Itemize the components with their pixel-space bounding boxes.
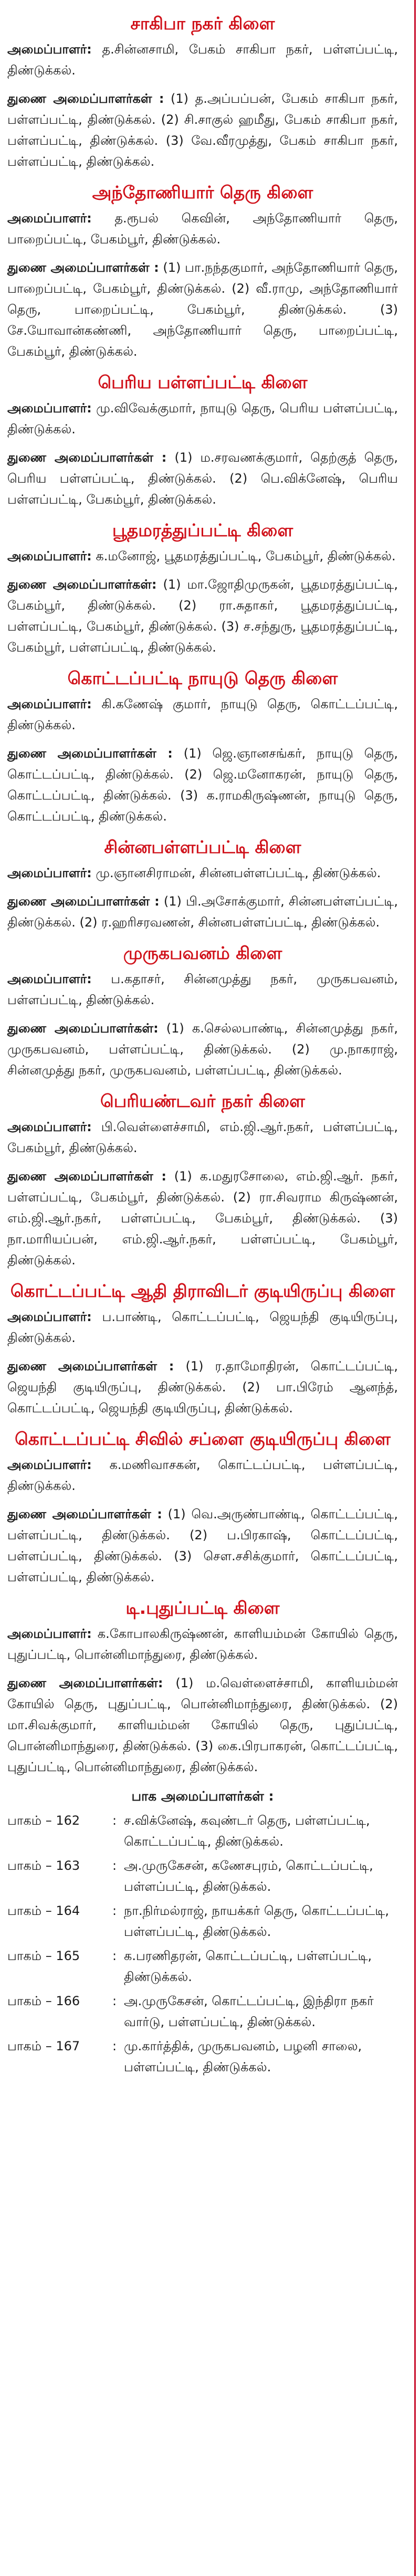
deputy-organizers-label: துணை அமைப்பாளர்கள் : [7,1359,174,1374]
branch-heading: கொட்டப்பட்டி சிவில் சப்ளை குடியிருப்பு கிளை [15,1429,391,1449]
branch-section [7,179,398,362]
branch-section [7,665,398,827]
organizer-label: அமைப்பாளர்: [7,42,92,57]
deputy-organizers-label: துணை அமைப்பாளர்கள்: [7,1021,159,1036]
deputy-organizers-paragraph [7,447,398,510]
organizer-text: மு.விவேக்குமார், நாயுடு தெரு, பெரிய பள்ளப்பட்டி, திண்டுக்கல். [7,401,398,437]
organizer-label: அமைப்பாளர்: [7,866,92,880]
deputy-organizers-label: துணை அமைப்பாளர்கள் : [7,450,167,465]
branch-heading: கொட்டப்பட்டி நாயுடு தெரு கிளை [67,668,338,688]
organizer-label: அமைப்பாளர்: [7,1120,92,1134]
booth-colon: : [112,2039,117,2053]
booth-organizer: நா.நிர்மல்ராஜ், நாயக்கர் தெரு, கொட்டப்பட்டி, பள்ளப்பட்டி, திண்டுக்கல். [124,1903,389,1939]
deputy-organizers-label: துணை அமைப்பாளர்கள் : [7,1169,166,1184]
organizer-text: பி.வெள்ளைச்சாமி, எம்.ஜி.ஆர்.நகர், பள்ளப்பட்டி, பேகம்பூர், திண்டுக்கல். [7,1120,398,1155]
organizer-paragraph [7,694,398,736]
booth-colon: : [112,1949,117,1963]
deputy-organizers-text: (1) க.மதுரசோலை, எம்.ஜி.ஆர். நகர், பள்ளப்பட்டி, பேகம்பூர், திண்டுக்கல். (2) ரா.சிவராம கிருஷ்ணன், எம்.ஜி.ஆர்.நகர், பள்ளப்பட்டி, பேகம்பூர், திண்டுக்கல். (3) நா.மாரியப்பன், எம்.ஜி.ஆர்.நகர், பள்ளப்பட்டி, பேகம்பூர், திண்டுக்கல். [7,1169,398,1268]
booth-organizer: ச.விக்னேஷ், கவுண்டர் தெரு, பள்ளப்பட்டி, கொட்டப்பட்டி, திண்டுக்கல். [124,1813,370,1849]
booth-organizer: மு.கார்த்திக், முருகபவனம், பழனி சாலை, பள்ளப்பட்டி, திண்டுக்கல். [124,2039,362,2074]
deputy-organizers-label: துணை அமைப்பாளர்கள்: [7,1676,163,1690]
booth-item [7,1945,398,1987]
organizer-label: அமைப்பாளர்: [7,401,92,416]
deputy-organizers-text: (1) ஜெ.ஞானசங்கர், நாயுடு தெரு, கொட்டப்பட்டி, திண்டுக்கல். (2) ஜெ.மனோகரன், நாயுடு தெரு, கொட்டப்பட்டி, திண்டுக்கல். (3) க.ராமகிருஷ்ணன், நாயுடு தெரு, கொட்டப்பட்டி, திண்டுக்கல். [7,746,398,824]
deputy-organizers-paragraph [7,1018,398,1081]
deputy-organizers-label: துணை அமைப்பாளர்கள் : [7,746,173,761]
organizer-paragraph [7,39,398,81]
deputy-organizers-label: துணை அமைப்பாளர்கள் : [7,894,160,909]
booth-item [7,1855,398,1897]
deputy-organizers-text: (1) பி.அசோக்குமார், சின்னபள்ளப்பட்டி, திண்டுக்கல். (2) ர.ஹரிசரவணன், சின்னபள்ளப்பட்டி, திண்டுக்கல். [7,894,398,930]
branch-heading: சாகிபா நகர் கிளை [130,13,275,34]
organizer-text: த.சின்னசாமி, பேகம் சாகிபா நகர், பள்ளப்பட்டி, திண்டுக்கல். [7,42,398,78]
booth-item [7,1990,398,2032]
booth-organizer: க.பரணிதரன், கொட்டப்பட்டி, பள்ளப்பட்டி, திண்டுக்கல். [124,1949,372,1984]
organizer-paragraph [7,1116,398,1158]
branch-section [7,1088,398,1271]
branch-section [7,1426,398,1588]
organizer-text: மு.ஞானசிராமன், சின்னபள்ளப்பட்டி, திண்டுக்கல். [91,866,381,880]
deputy-organizers-paragraph [7,743,398,827]
organizer-paragraph [7,1306,398,1348]
branch-section [7,1278,398,1419]
organizer-paragraph [7,863,398,883]
deputy-organizers-paragraph [7,1166,398,1271]
organizer-text: ப.பாண்டி, கொட்டப்பட்டி, ஜெயந்தி குடியிருப்பு, திண்டுக்கல். [7,1310,398,1345]
booth-colon: : [112,1903,117,1918]
organizer-text: ப.கதாசர், சின்னமுத்து நகர், முருகபவனம், பள்ளப்பட்டி, திண்டுக்கல். [7,972,398,1007]
deputy-organizers-label: துணை அமைப்பாளர்கள் : [7,260,159,275]
organizer-label: அமைப்பாளர்: [7,972,92,986]
branch-heading: பெரியண்டவர் நகர் கிளை [100,1091,305,1111]
organizer-text: த.ரூபல் கெவின், அந்தோணியார் தெரு, பாறைப்பட்டி, பேகம்பூர், திண்டுக்கல். [7,211,398,247]
organizer-text: க.கோபாலகிருஷ்ணன், காளியம்மன் கோயில் தெரு, புதுப்பட்டி, பொன்னிமாந்துரை, திண்டுக்கல். [7,1626,398,1662]
deputy-organizers-paragraph [7,257,398,362]
column-rule [414,0,416,2576]
branch-heading: டி.புதுப்பட்டி கிளை [125,1598,280,1618]
booth-colon: : [112,1858,117,1873]
booth-organizers-section [7,1785,398,2078]
branch-section [7,10,398,172]
organizer-label: அமைப்பாளர்: [7,1457,92,1472]
branch-heading: சின்னபள்ளப்பட்டி கிளை [104,837,301,857]
booth-colon: : [112,1994,117,2008]
organizer-paragraph [7,968,398,1010]
branch-heading: முருகபவனம் கிளை [123,943,282,963]
organizer-label: அமைப்பாளர்: [7,211,92,226]
branch-section [7,834,398,933]
organizer-label: அமைப்பாளர்: [7,697,92,711]
organizer-paragraph [7,546,398,567]
deputy-organizers-text: (1) வெ.அருண்பாண்டி, கொட்டப்பட்டி, பள்ளப்பட்டி, திண்டுக்கல். (2) ப.பிரகாஷ், கொட்டப்பட்டி, பள்ளப்பட்டி, திண்டுக்கல். (3) செள.சசிக்குமார், கொட்டப்பட்டி, பள்ளப்பட்டி, திண்டுக்கல். [7,1507,398,1584]
branch-heading: பூதமரத்துப்பட்டி கிளை [112,520,293,540]
organizer-paragraph [7,208,398,250]
deputy-organizers-label: துணை அமைப்பாளர்கள் : [7,1507,162,1521]
organizer-paragraph [7,398,398,440]
branch-section [7,940,398,1081]
deputy-organizers-text: (1) பா.நந்தகுமார், அந்தோணியார் தெரு, பாறைப்பட்டி, பேகம்பூர், திண்டுக்கல். (2) வீ.ராமு, அந்தோணியார் தெரு, பாறைப்பட்டி, பேகம்பூர், திண்டுக்கல். (3) சே.யோவான்கண்ணி, அந்தோணியார் தெரு, பாறைப்பட்டி, பேகம்பூர், திண்டுக்கல். [7,260,398,359]
organizer-text: க.மணிவாசகன், கொட்டப்பட்டி, பள்ளப்பட்டி, திண்டுக்கல். [7,1457,398,1493]
booth-number: பாகம் – 163 [7,1858,80,1873]
deputy-organizers-paragraph [7,1504,398,1588]
branch-section [7,517,398,658]
deputy-organizers-paragraph [7,574,398,658]
organizer-text: கி.கணேஷ் குமார், நாயுடு தெரு, கொட்டப்பட்டி, திண்டுக்கல். [7,697,398,732]
deputy-organizers-text: (1) ம.சரவணக்குமார், தெற்குத் தெரு, பெரிய பள்ளப்பட்டி, திண்டுக்கல். (2) பெ.விக்னேஷ், பெரிய பள்ளப்பட்டி, பேகம்பூர், திண்டுக்கல். [7,450,398,507]
booth-item [7,1810,398,1852]
organizer-label: அமைப்பாளர்: [7,1310,92,1324]
booth-item [7,2036,398,2078]
organizer-paragraph [7,1454,398,1496]
organizer-label: அமைப்பாளர்: [7,1626,92,1641]
booth-organizer: அ.முருகேசன், கணேசபுரம், கொட்டப்பட்டி, பள்ளப்பட்டி, திண்டுக்கல். [124,1858,373,1894]
booth-number: பாகம் – 162 [7,1813,80,1828]
branch-heading: பெரிய பள்ளப்பட்டி கிளை [98,372,308,392]
booth-number: பாகம் – 165 [7,1949,80,1963]
deputy-organizers-text: (1) ம.வெள்ளைச்சாமி, காளியம்மன் கோயில் தெரு, புதுப்பட்டி, பொன்னிமாந்துரை, திண்டுக்கல். (2) மா.சிவக்குமார், காளியம்மன் கோயில் தெரு, புதுப்பட்டி, பொன்னிமாந்துரை, திண்டுக்கல். (3) கை.பிரபாகரன், கொட்டப்பட்டி, புதுப்பட்டி, பொன்னிமாந்துரை, திண்டுக்கல். [7,1676,398,1774]
booth-number: பாகம் – 167 [7,2039,80,2053]
deputy-organizers-paragraph [7,88,398,172]
deputy-organizers-label: துணை அமைப்பாளர்கள் : [7,91,164,106]
branch-heading: கொட்டப்பட்டி ஆதி திராவிடர் குடியிருப்பு கிளை [10,1281,395,1301]
booth-item [7,1900,398,1942]
deputy-organizers-paragraph [7,891,398,933]
booth-colon: : [112,1813,117,1828]
booth-number: பாகம் – 164 [7,1903,80,1918]
deputy-organizers-text: (1) க.செல்லபாண்டி, சின்னமுத்து நகர், முருகபவனம், பள்ளப்பட்டி, திண்டுக்கல். (2) மு.நாகராஜ், சின்னமுத்து நகர், முருகபவனம், பள்ளப்பட்டி, திண்டுக்கல். [7,1021,398,1078]
deputy-organizers-paragraph [7,1673,398,1777]
booth-organizer: அ.முருகேசன், கொட்டப்பட்டி, இந்திரா நகர் வார்டு, பள்ளப்பட்டி, திண்டுக்கல். [124,1994,374,2029]
deputy-organizers-text: (1) ர.தாமோதிரன், கொட்டப்பட்டி, ஜெயந்தி குடியிருப்பு, திண்டுக்கல். (2) பா.பிரேம் ஆனந்த், கொட்டப்பட்டி, ஜெயந்தி குடியிருப்பு, திண்டுக்கல். [7,1359,398,1415]
booth-organizers-heading: பாக அமைப்பாளர்கள் : [131,1789,274,1804]
branch-section [7,369,398,510]
branch-section [7,1595,398,1777]
deputy-organizers-text: (1) மா.ஜோதிமுருகன், பூதமரத்துப்பட்டி, பேகம்பூர், திண்டுக்கல். (2) ரா.சுதாகர், பூதமரத்துப்பட்டி, பள்ளப்பட்டி, பேகம்பூர், திண்டுக்கல். (3) ச.சந்துரு, பூதமரத்துப்பட்டி, பேகம்பூர், பள்ளப்பட்டி, திண்டுக்கல். [7,577,398,655]
organizer-text: க.மனோஜ், பூதமரத்துப்பட்டி, பேகம்பூர், திண்டுக்கல். [91,549,396,563]
booth-number: பாகம் – 166 [7,1994,80,2008]
organizer-label: அமைப்பாளர்: [7,549,92,563]
deputy-organizers-paragraph [7,1356,398,1419]
branch-heading: அந்தோணியார் தெரு கிளை [92,182,313,203]
organizer-paragraph [7,1623,398,1665]
deputy-organizers-label: துணை அமைப்பாளர்கள்: [7,577,157,592]
deputy-organizers-text: (1) த.அப்பப்பன், பேகம் சாகிபா நகர், பள்ளப்பட்டி, திண்டுக்கல். (2) சி.சாகுல் ஹமீது, பேகம் சாகிபா நகர், பள்ளப்பட்டி, திண்டுக்கல். (3) வே.வீரமுத்து, பேகம் சாகிபா நகர், பள்ளப்பட்டி, திண்டுக்கல். [7,91,398,169]
